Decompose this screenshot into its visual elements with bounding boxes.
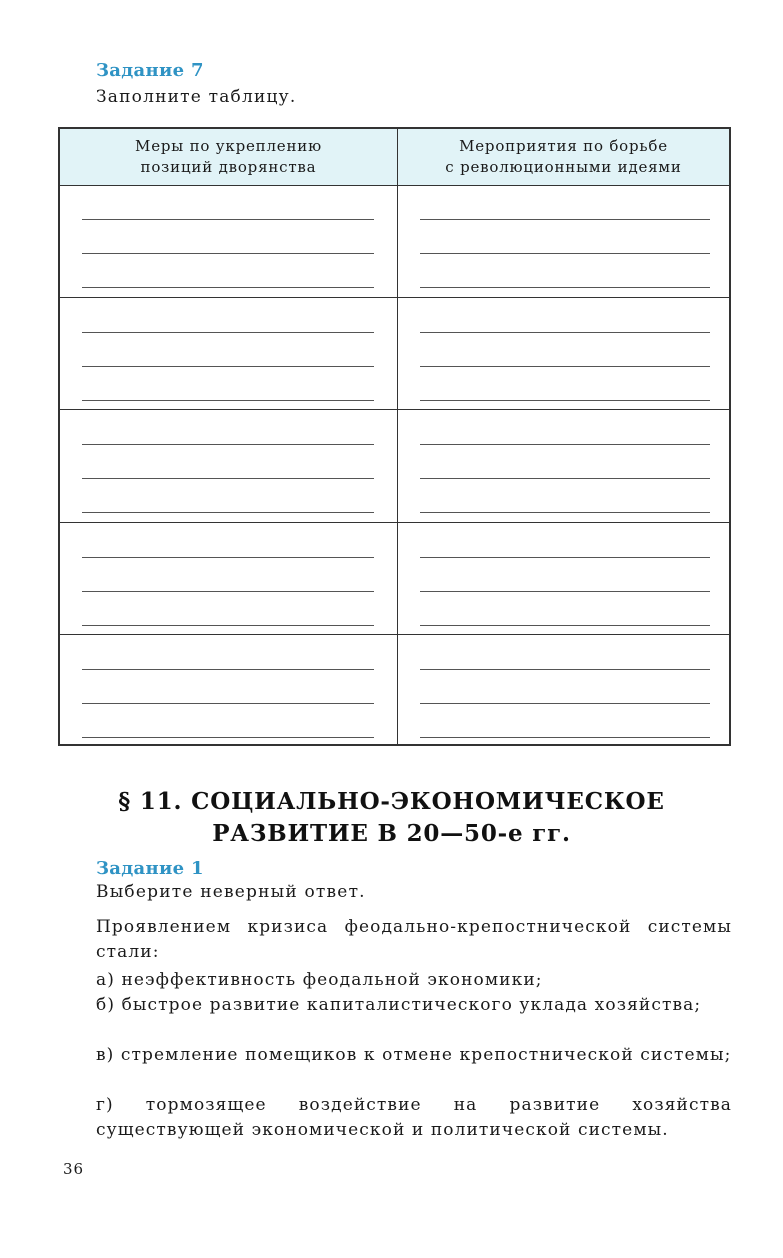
- answer-line-col-1[interactable]: [82, 591, 374, 592]
- answer-line-col-2[interactable]: [420, 703, 710, 704]
- task-1-option-d[interactable]: г) тормозящее воздействие на развитие хозяйства существующей экономической и политической системы.: [96, 1095, 732, 1140]
- table-row: [60, 185, 729, 298]
- answer-line-col-2[interactable]: [420, 332, 710, 333]
- answer-line-col-2[interactable]: [420, 737, 710, 738]
- task-7-title: Задание 7: [96, 60, 204, 81]
- section-heading: § 11. СОЦИАЛЬНО-ЭКОНОМИЧЕСКОЕ РАЗВИТИЕ В 20—50-е гг.: [118, 788, 665, 847]
- table-column-divider: [397, 129, 398, 744]
- answer-line-col-2[interactable]: [420, 591, 710, 592]
- task-7-instruction: Заполните таблицу.: [96, 87, 297, 107]
- answer-line-col-2[interactable]: [420, 512, 710, 513]
- answer-line-col-2[interactable]: [420, 287, 710, 288]
- table-header-row: [60, 129, 729, 186]
- table-row: [60, 410, 729, 523]
- answer-line-col-1[interactable]: [82, 737, 374, 738]
- answer-line-col-1[interactable]: [82, 703, 374, 704]
- answer-line-col-1[interactable]: [82, 478, 374, 479]
- answer-line-col-1[interactable]: [82, 287, 374, 288]
- answer-line-col-2[interactable]: [420, 253, 710, 254]
- table-row: [60, 523, 729, 636]
- answer-line-col-2[interactable]: [420, 557, 710, 558]
- table-header-col-2: Мероприятия по борьбе с революционными идеями: [445, 137, 682, 176]
- answer-line-col-2[interactable]: [420, 400, 710, 401]
- task-1-option-b[interactable]: б) быстрое развитие капиталистического уклада хозяйства;: [96, 995, 702, 1015]
- answer-line-col-1[interactable]: [82, 669, 374, 670]
- table-header-col-1: Меры по укреплению позиций дворянства: [135, 137, 322, 176]
- answer-line-col-1[interactable]: [82, 400, 374, 401]
- answer-line-col-2[interactable]: [420, 219, 710, 220]
- task-1-option-a[interactable]: а) неэффективность феодальной экономики;: [96, 970, 543, 990]
- task-1-instruction: Выберите неверный ответ.: [96, 882, 366, 902]
- answer-line-col-1[interactable]: [82, 253, 374, 254]
- answer-line-col-2[interactable]: [420, 478, 710, 479]
- answer-line-col-2[interactable]: [420, 366, 710, 367]
- answer-line-col-2[interactable]: [420, 625, 710, 626]
- answer-line-col-1[interactable]: [82, 625, 374, 626]
- answer-line-col-1[interactable]: [82, 512, 374, 513]
- answer-line-col-2[interactable]: [420, 669, 710, 670]
- task-1-option-c[interactable]: в) стремление помещиков к отмене крепостнической системы;: [96, 1045, 732, 1065]
- task-1-title: Задание 1: [96, 858, 204, 879]
- table-row: [60, 635, 729, 748]
- answer-line-col-2[interactable]: [420, 444, 710, 445]
- answer-line-col-1[interactable]: [82, 332, 374, 333]
- answer-line-col-1[interactable]: [82, 444, 374, 445]
- task-1-question: Проявлением кризиса феодально-крепостнической системы стали:: [96, 917, 732, 962]
- answer-line-col-1[interactable]: [82, 219, 374, 220]
- answer-line-col-1[interactable]: [82, 366, 374, 367]
- page-number: 36: [63, 1160, 85, 1178]
- answer-line-col-1[interactable]: [82, 557, 374, 558]
- table-row: [60, 298, 729, 411]
- worksheet-table: [58, 127, 731, 746]
